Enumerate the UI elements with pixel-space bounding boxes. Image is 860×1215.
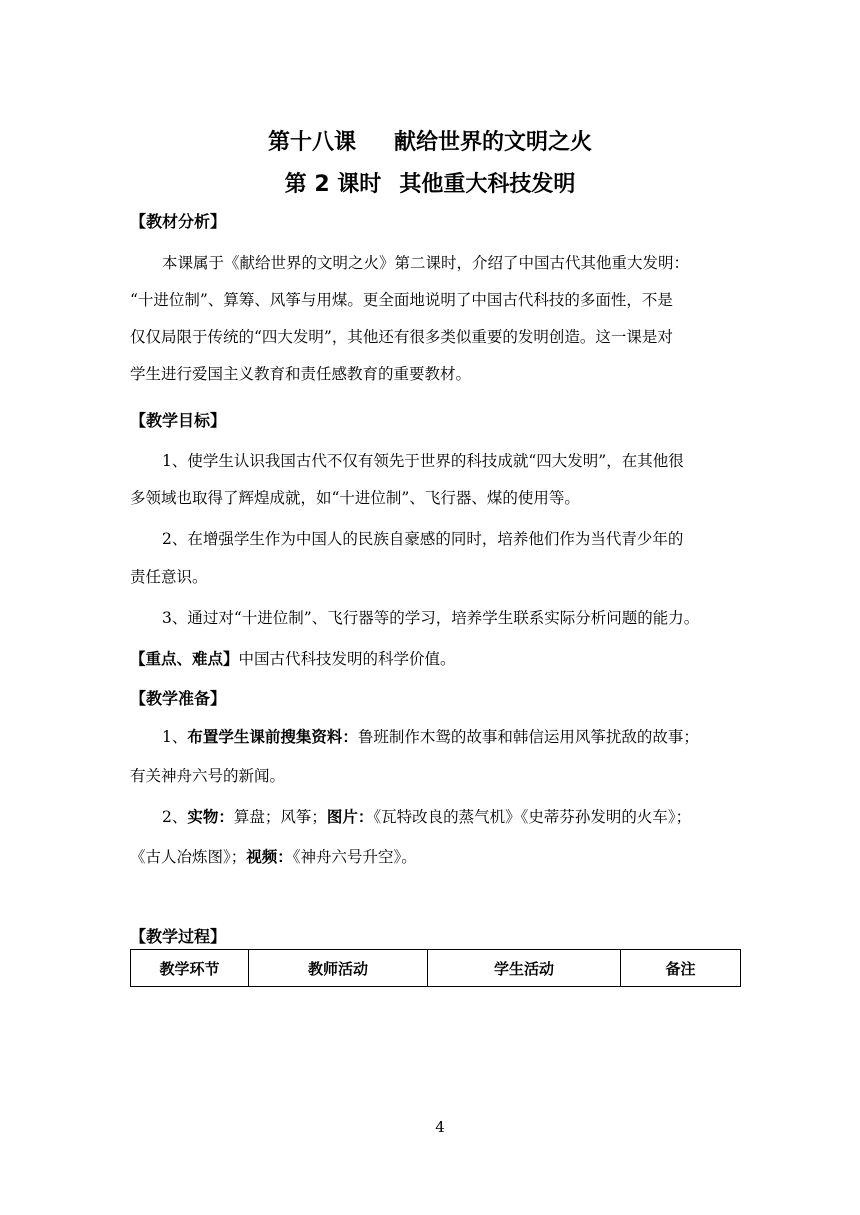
analysis-line-1: 本课属于《献给世界的文明之火》第二课时，介绍了中国古代其他重大发明： — [162, 254, 690, 272]
goal-3-line: 3、通过对“十进位制”、飞行器等的学习，培养学生联系实际分析问题的能力。 — [162, 609, 700, 627]
column-header-student: 学生活动 — [428, 950, 621, 987]
prep-item-2-label-pictures: 图片： — [326, 808, 374, 826]
analysis-line-4: 学生进行爱国主义教育和责任感教育的重要教材。 — [130, 365, 472, 383]
analysis-heading: 【教材分析】 — [130, 212, 227, 231]
lesson-number: 第十八课 — [267, 130, 356, 155]
process-table — [130, 949, 741, 987]
keypoints-row — [130, 648, 750, 670]
analysis-line-2: “十进位制”、算筹、风筝与用煤。更全面地说明了中国古代科技的多面性，不是 — [130, 291, 673, 309]
prep-item-2-number: 2、 — [162, 808, 188, 826]
period-number: 第 2 课时 — [284, 172, 382, 197]
prep-item-1 — [162, 726, 782, 748]
process-heading: 【教学过程】 — [130, 927, 227, 946]
goal-1-line-1: 1、使学生认识我国古代不仅有领先于世界的科技成就“四大发明”，在其他很 — [162, 452, 684, 470]
prep-item-2-objects: 算盘；风筝； — [233, 808, 327, 826]
prep-item-1-label: 布置学生课前搜集资料： — [187, 728, 358, 746]
table-header-row — [131, 950, 741, 987]
preparation-heading: 【教学准备】 — [130, 689, 227, 708]
goal-2-line-2: 责任意识。 — [130, 568, 208, 586]
lesson-name: 献给世界的文明之火 — [394, 130, 593, 155]
column-header-stage: 教学环节 — [131, 950, 249, 987]
period-name: 其他重大科技发明 — [399, 172, 576, 197]
goal-2-line-1: 2、在增强学生作为中国人的民族自豪感的同时，培养他们作为当代青少年的 — [162, 530, 684, 548]
prep-item-2-label-objects: 实物： — [187, 808, 234, 826]
prep-item-2-label-video: 视频： — [246, 848, 293, 866]
lesson-title — [0, 128, 860, 158]
page-number: 4 — [435, 1118, 445, 1136]
column-header-notes: 备注 — [621, 950, 741, 987]
prep-item-2-pictures-cont: 《古人冶炼图》； — [130, 848, 247, 866]
period-title — [0, 170, 860, 200]
keypoints-text: 中国古代科技发明的科学价值。 — [238, 650, 456, 668]
prep-item-1-text: 鲁班制作木鸳的故事和韩信运用风筝扰敌的故事； — [357, 728, 699, 746]
goal-1-line-2: 多领域也取得了辉煌成就，如“十进位制”、飞行器、煤的使用等。 — [130, 489, 580, 507]
analysis-line-3: 仅仅局限于传统的“四大发明”，其他还有很多类似重要的发明创造。这一课是对 — [130, 328, 673, 346]
column-header-teacher: 教师活动 — [249, 950, 428, 987]
prep-item-2-line-2 — [130, 846, 750, 868]
prep-item-2-video: 《神舟六号升空》。 — [292, 848, 417, 866]
prep-item-2-pictures: 《瓦特改良的蒸气机》《史蒂芬孙发明的火车》； — [373, 808, 692, 826]
prep-item-2 — [162, 806, 782, 828]
prep-item-1-number: 1、 — [162, 728, 188, 746]
prep-item-1-line-2: 有关神舟六号的新闻。 — [130, 767, 286, 785]
keypoints-heading: 【重点、难点】 — [130, 650, 239, 668]
goals-heading: 【教学目标】 — [130, 411, 227, 430]
